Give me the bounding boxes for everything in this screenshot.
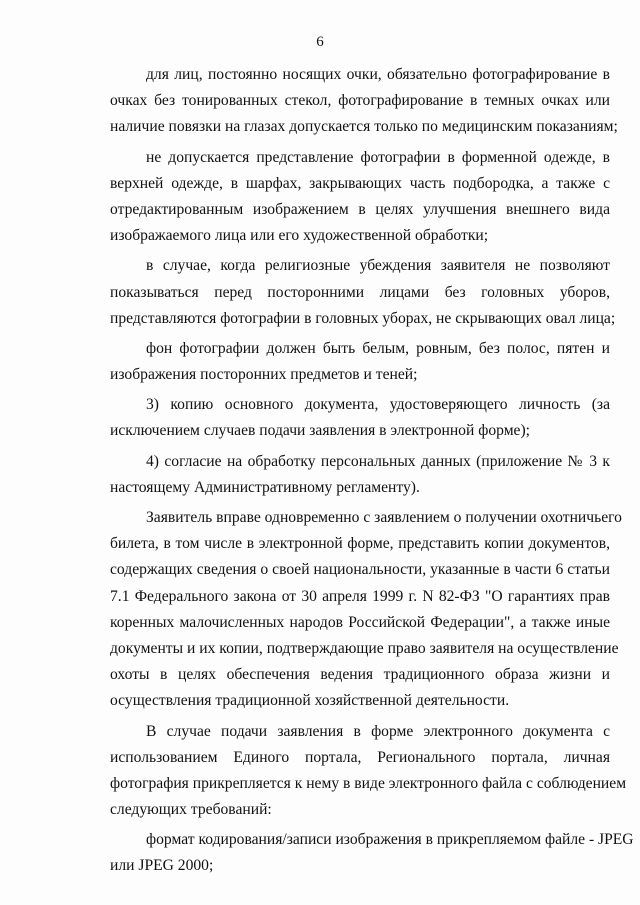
text-line: или JPEG 2000;	[110, 857, 214, 875]
text-line: верхней одежде, в шарфах, закрывающих часть подбородка, а также с	[110, 174, 610, 192]
text-line: исключением случаев подачи заявления в электронной форме);	[110, 422, 531, 440]
paragraph-item-4	[110, 449, 610, 501]
paragraph-glasses	[110, 62, 618, 141]
paragraph-electronic	[110, 719, 627, 824]
text-line: изображаемого лица или его художественной обработки;	[110, 227, 489, 245]
text-line: Заявитель вправе одновременно с заявлением о получении охотничьего	[146, 509, 622, 526]
text-line: наличие повязки на глазах допускается только по медицинским показаниям;	[110, 118, 618, 136]
paragraph-format	[110, 827, 634, 879]
page-number: 6	[316, 34, 324, 50]
paragraph-religious	[110, 253, 616, 332]
text-line: содержащих сведения о своей национальности, указанные в части 6 статьи	[110, 561, 610, 579]
text-line: представляются фотографии в головных уборах, не скрывающих овал лица;	[110, 309, 616, 327]
text-line: фотография прикрепляется к нему в виде электронного файла с соблюдением	[110, 774, 627, 792]
document-body	[110, 62, 634, 880]
text-line: очках без тонированных стекол, фотографирование в темных очках или	[110, 92, 610, 110]
text-line: показываться перед посторонними лицами без головных уборов,	[110, 283, 610, 301]
text-line: 4) согласие на обработку персональных данных (приложение № 3 к	[146, 452, 610, 470]
text-line: для лиц, постоянно носящих очки, обязательно фотографирование в	[146, 66, 610, 83]
paragraph-background	[110, 336, 610, 388]
text-line: настоящему Административному регламенту).	[110, 478, 420, 496]
text-line: изображения посторонних предметов и теней;	[110, 366, 418, 384]
text-line: использованием Единого портала, Регионального портала, личная	[110, 748, 610, 766]
text-line: формат кодирования/записи изображения в прикрепляемом файле - JPEG	[146, 831, 634, 849]
text-line: фон фотографии должен быть белым, ровным, без полос, пятен и	[146, 339, 610, 357]
text-line: следующих требований:	[110, 801, 272, 819]
paragraph-item-3	[110, 392, 610, 444]
paragraph-nationality	[110, 505, 622, 715]
text-line: не допускается представление фотографии в форменной одежде, в	[146, 148, 610, 166]
text-line: В случае подачи заявления в форме электронного документа с	[146, 722, 610, 740]
text-line: коренных малочисленных народов Российской Федерации", а также иные	[110, 613, 610, 631]
text-line: 7.1 Федерального закона от 30 апреля 1999 г. N 82-ФЗ "О гарантиях прав	[110, 587, 610, 605]
paragraph-clothing	[110, 145, 610, 250]
text-line: отредактированным изображением в целях улучшения внешнего вида	[110, 200, 610, 218]
text-line: осуществления традиционной хозяйственной деятельности.	[110, 692, 510, 710]
text-line: билета, в том числе в электронной форме, представить копии документов,	[110, 535, 610, 553]
text-line: документы и их копии, подтверждающие право заявителя на осуществление	[110, 639, 619, 657]
text-line: в случае, когда религиозные убеждения заявителя не позволяют	[146, 257, 610, 275]
text-line: 3) копию основного документа, удостоверяющего личность (за	[146, 396, 610, 414]
text-line: охоты в целях обеспечения ведения традиционного образа жизни и	[110, 666, 610, 684]
